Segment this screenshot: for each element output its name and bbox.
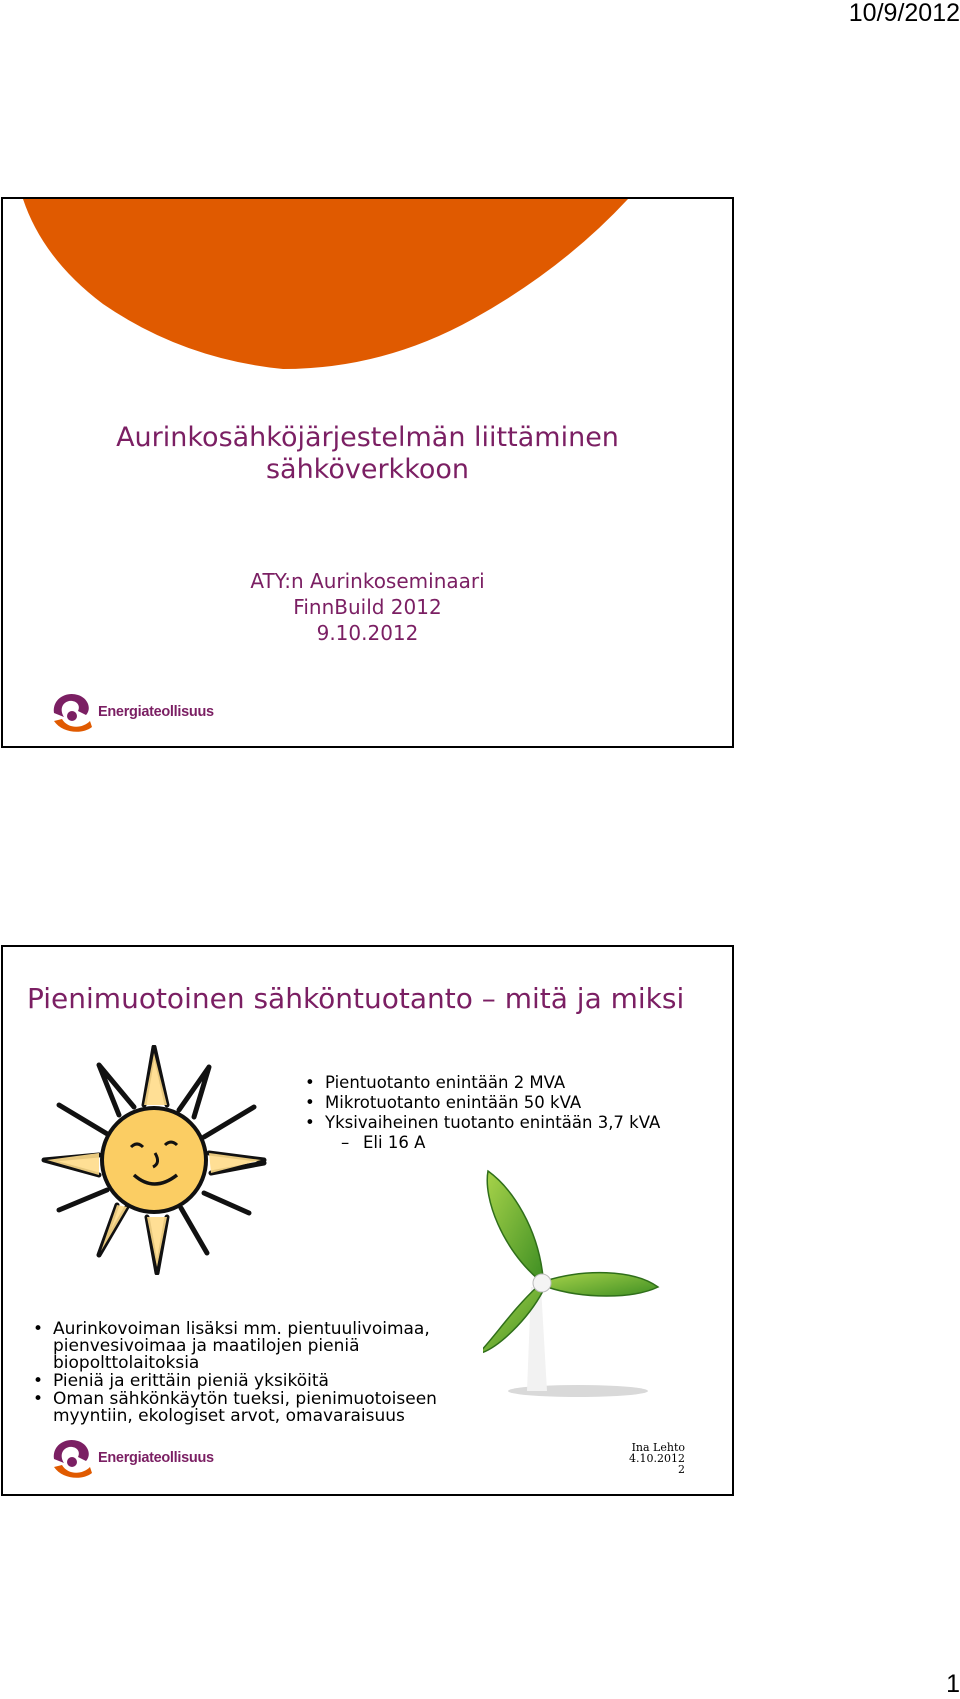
page-number: 1 xyxy=(946,1670,960,1698)
logo-mark-icon xyxy=(48,689,96,733)
slide-2 xyxy=(1,945,734,1496)
title-line-1: Aurinkosähköjärjestelmän liittäminen xyxy=(116,422,619,453)
slide-number: 2 xyxy=(678,1463,685,1476)
logo-mark-icon xyxy=(48,1435,96,1479)
presentation-title xyxy=(3,422,732,486)
logo-text: Energiateollisuus xyxy=(98,704,214,720)
list-item: • Pientuotanto enintään 2 MVA xyxy=(303,1073,660,1093)
sub-list-item: – Eli 16 A xyxy=(303,1133,660,1153)
subtitle-date: 9.10.2012 xyxy=(316,621,419,645)
header-date: 10/9/2012 xyxy=(848,0,960,27)
energiateollisuus-logo xyxy=(48,689,214,737)
list-item: • Oman sähkönkäytön tueksi, pienimuotoiseen myyntiin, ekologiset arvot, omavaraisuus xyxy=(31,1391,481,1425)
author-name: Ina Lehto xyxy=(631,1441,685,1454)
wind-turbine-icon xyxy=(483,1169,698,1399)
author-block xyxy=(623,1442,685,1475)
author-date: 4.10.2012 xyxy=(629,1452,685,1465)
logo-text: Energiateollisuus xyxy=(98,1450,214,1466)
subtitle-event: ATY:n Aurinkoseminaari xyxy=(250,569,485,593)
bullet-list-right xyxy=(303,1073,660,1153)
list-item: • Mikrotuotanto enintään 50 kVA xyxy=(303,1093,660,1113)
list-item: • Aurinkovoiman lisäksi mm. pientuulivoimaa, pienvesivoimaa ja maatilojen pieniä biopolttolaitoksia xyxy=(31,1321,481,1372)
subtitle-venue: FinnBuild 2012 xyxy=(293,595,442,619)
slide-1 xyxy=(1,197,734,748)
orange-sun-arc-decoration xyxy=(3,199,734,379)
list-item: • Yksivaiheinen tuotanto enintään 3,7 kVA xyxy=(303,1113,660,1133)
energiateollisuus-logo xyxy=(48,1435,214,1483)
sun-icon xyxy=(39,1045,269,1275)
presentation-subtitle xyxy=(3,568,732,646)
slide-title: Pienimuotoinen sähköntuotanto – mitä ja miksi xyxy=(27,982,685,1015)
bullet-list-left xyxy=(31,1321,481,1426)
list-item: • Pieniä ja erittäin pieniä yksiköitä xyxy=(31,1373,481,1390)
title-line-2: sähköverkkoon xyxy=(265,454,470,485)
